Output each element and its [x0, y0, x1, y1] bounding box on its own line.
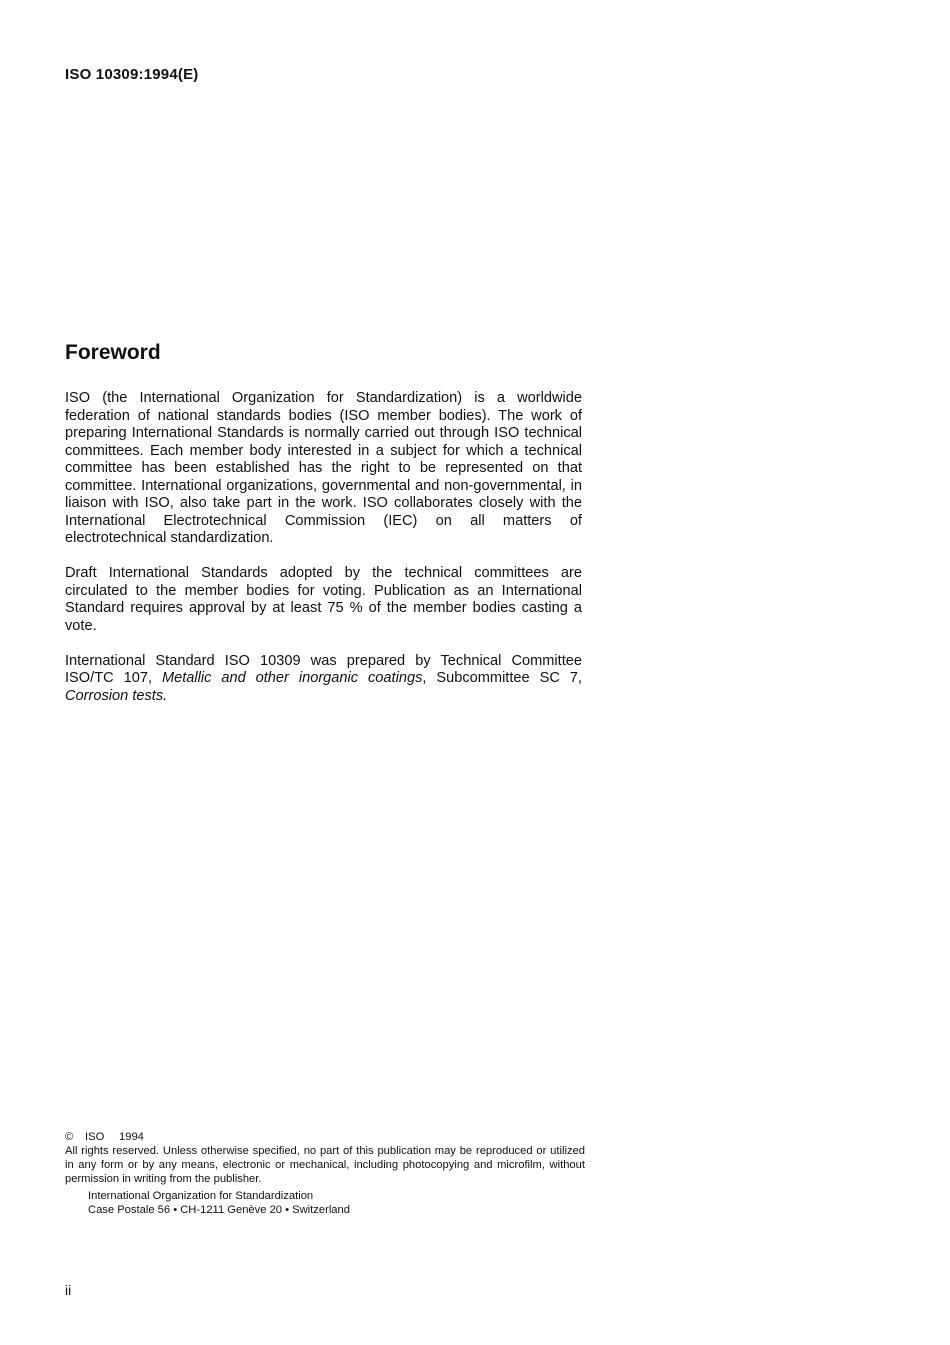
copyright-year: 1994	[119, 1131, 144, 1143]
page-number: ii	[65, 1282, 72, 1298]
address-line-1: International Organization for Standardization	[88, 1190, 314, 1202]
copyright-notice	[65, 1130, 585, 1217]
foreword-paragraph-3	[65, 653, 582, 706]
copyright-line	[65, 1130, 585, 1144]
copyright-org: ISO	[85, 1131, 105, 1143]
foreword-paragraph-2: Draft International Standards adopted by the technical committees are circulated to the member bodies for voting. Publication as an International Standard requires approval by at least 75 % of the member bodies casting a vote.	[65, 565, 582, 634]
paragraph-3-middle: , Subcommittee SC 7,	[422, 670, 582, 686]
document-identifier: ISO 10309:1994(E)	[65, 66, 199, 83]
subcommittee-title: Corrosion tests.	[65, 687, 168, 704]
publisher-address	[65, 1189, 585, 1217]
rights-statement: All rights reserved. Unless otherwise specified, no part of this publication may be reproduced or utilized in any form or by any means, electronic or mechanical, including photocopying and microfilm, without permission in writing from the publisher.	[65, 1145, 585, 1185]
copyright-symbol: ©	[65, 1131, 74, 1143]
committee-title: Metallic and other inorganic coatings	[161, 670, 423, 686]
paragraph-3-start: International Standard ISO 10309 was prepared by Technical Committee ISO/TC 107,	[65, 652, 582, 686]
foreword-body	[65, 390, 582, 723]
foreword-heading: Foreword	[65, 341, 161, 364]
foreword-paragraph-1: ISO (the International Organization for Standardization) is a worldwide federation of national standards bodies (ISO member bodies). The work of preparing International Standards is normally carried out through ISO technical committees. Each member body interested in a subject for which a technical committee has been established has the right to be represented on that committee. International organizations, governmental and non-governmental, in liaison with ISO, also take part in the work. ISO collaborates closely with the International Electrotechnical Commission (IEC) on all matters of electrotechnical standardization.	[65, 390, 582, 546]
address-line-2: Case Postale 56 • CH-1211 Genève 20 • Switzerland	[88, 1204, 350, 1216]
